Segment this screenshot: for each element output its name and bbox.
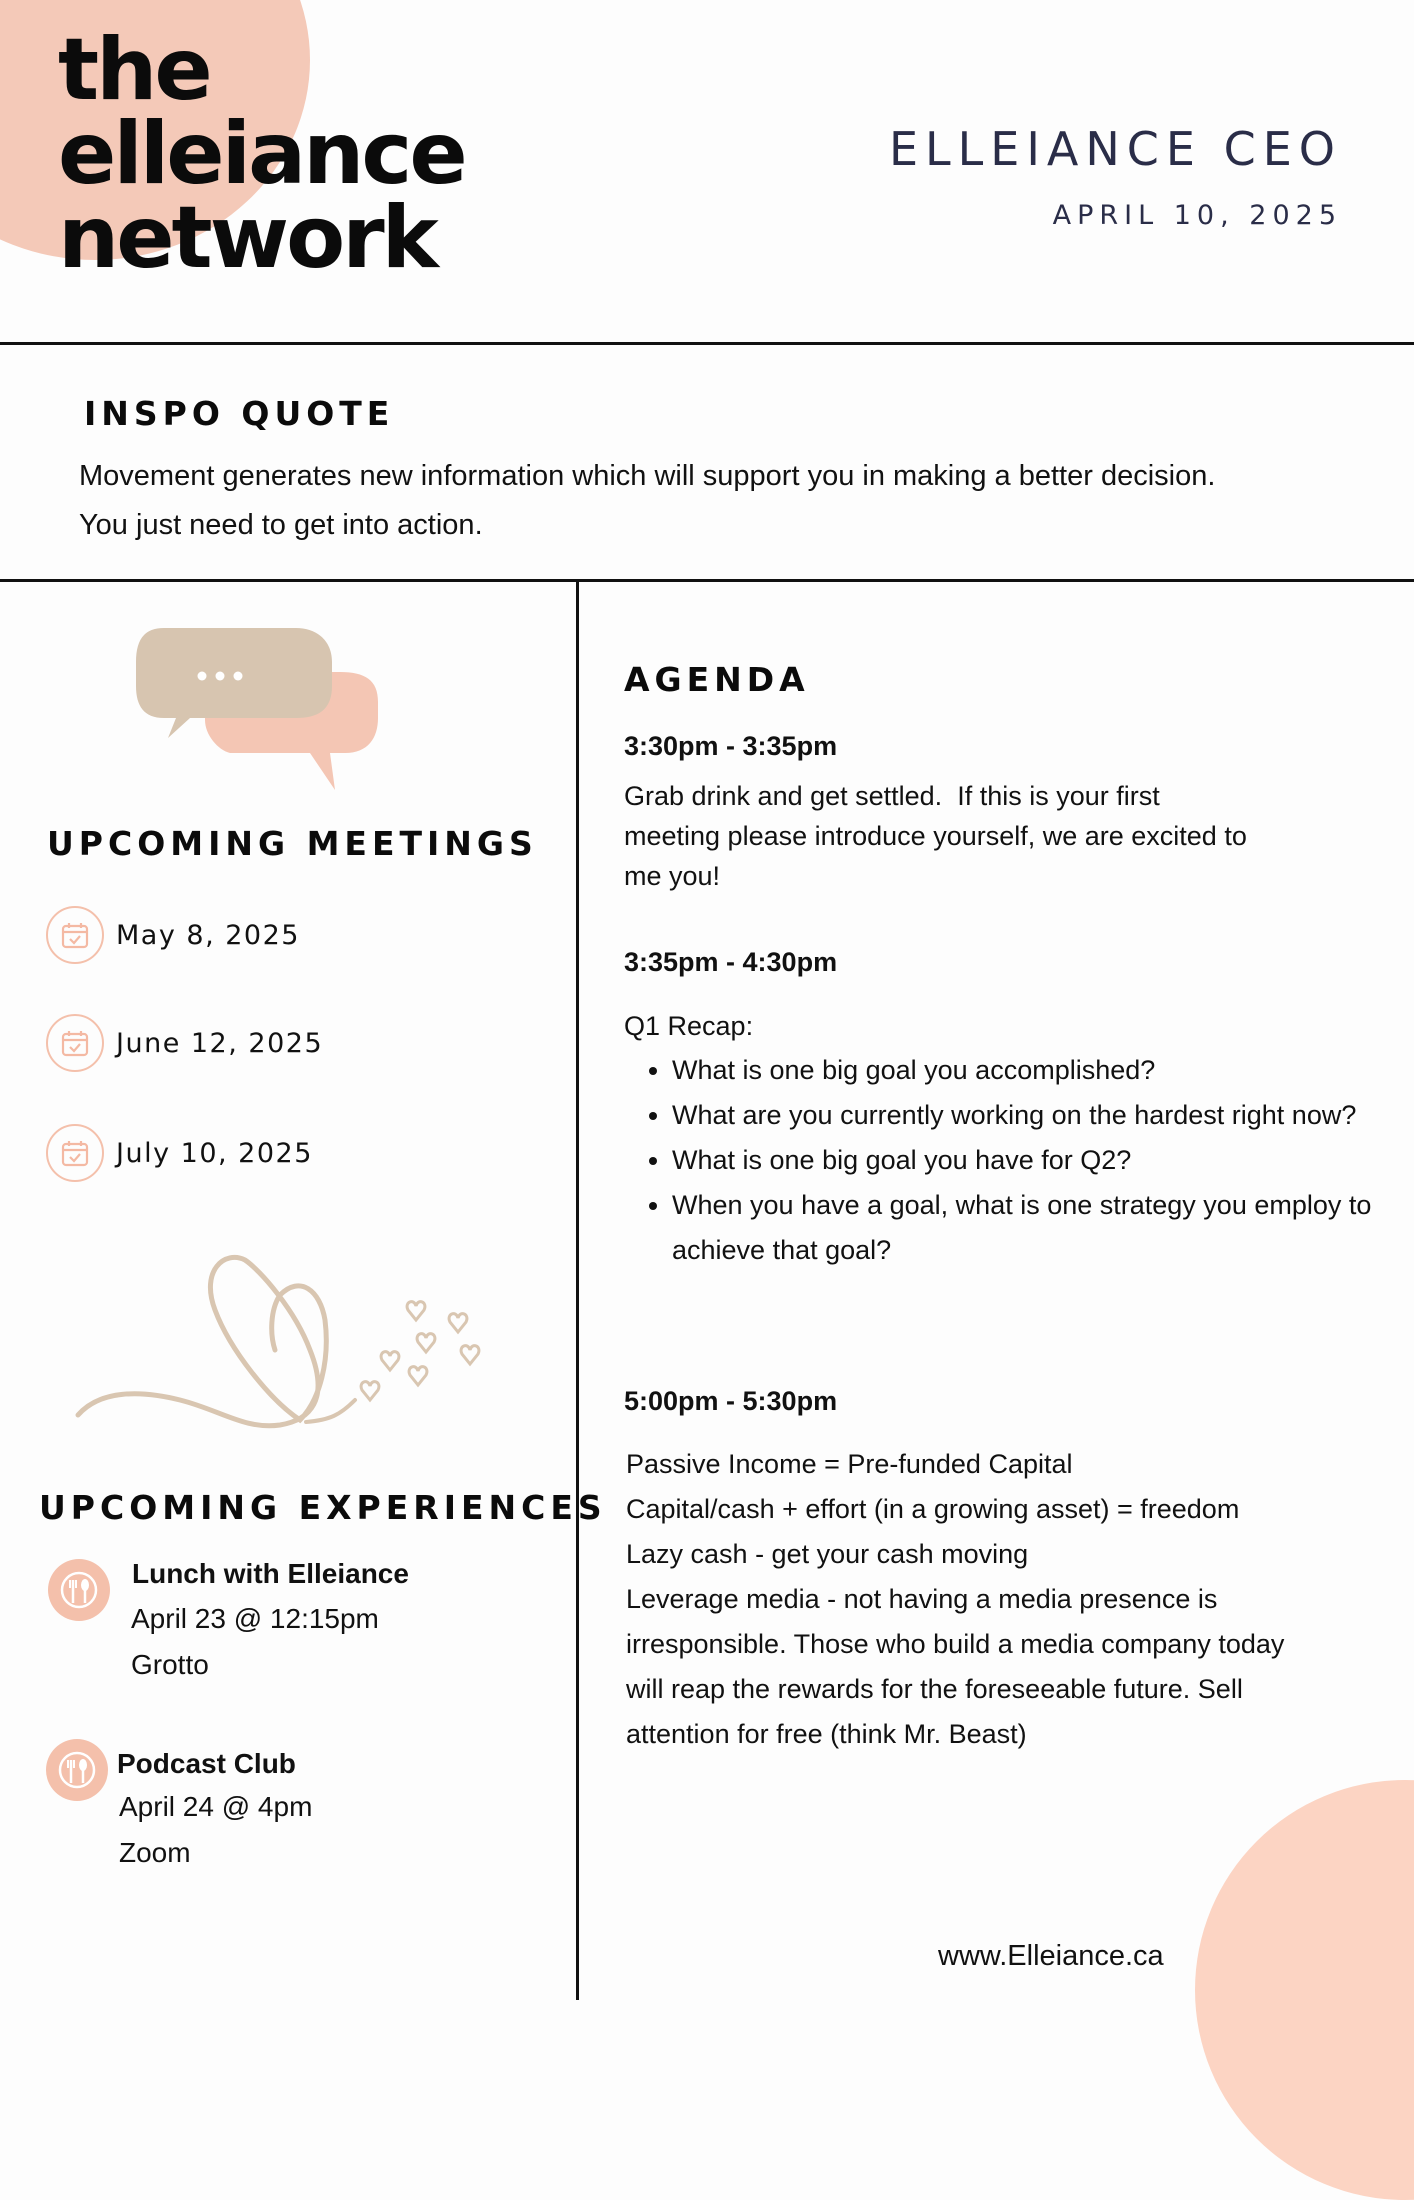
agenda-line: Leverage media - not having a media presence is xyxy=(626,1584,1218,1614)
header-title: ELLEIANCE CEO xyxy=(888,122,1342,176)
decorative-circle-bottom xyxy=(1195,1780,1414,2200)
agenda-line: me you! xyxy=(624,861,721,891)
meeting-date: June 12, 2025 xyxy=(116,1027,324,1059)
quote-text: Movement generates new information which will support you in making a better decision. You just need to get into action. xyxy=(79,460,1216,541)
agenda-line: attention for free (think Mr. Beast) xyxy=(626,1719,1027,1749)
meeting-item xyxy=(46,906,300,964)
experience-when: April 24 @ 4pm xyxy=(119,1791,313,1822)
meeting-date: May 8, 2025 xyxy=(116,919,300,951)
experience-title: Lunch with Elleiance xyxy=(132,1558,409,1589)
meeting-date: July 10, 2025 xyxy=(116,1137,313,1169)
brand-line-1: the xyxy=(58,20,210,120)
list-item: • What is one big goal you accomplished? xyxy=(672,1048,1392,1093)
agenda-bullet-list xyxy=(624,1048,1392,1273)
calendar-check-icon xyxy=(46,906,104,964)
brand-line-3: network xyxy=(58,188,436,288)
fork-spoon-icon xyxy=(48,1559,110,1621)
list-item: • What are you currently working on the hardest right now? xyxy=(672,1093,1392,1138)
experience-when: April 23 @ 12:15pm xyxy=(131,1603,379,1634)
heart-doodle-icon xyxy=(70,1250,490,1435)
experience-title: Podcast Club xyxy=(117,1748,296,1779)
divider-vertical xyxy=(576,580,579,2000)
meetings-heading: UPCOMING MEETINGS xyxy=(47,824,538,863)
calendar-check-icon xyxy=(46,1014,104,1072)
agenda-text xyxy=(624,776,1324,896)
agenda-line: meeting please introduce yourself, we are excited to xyxy=(624,821,1247,851)
divider-middle xyxy=(0,579,1414,582)
agenda-time: 5:00pm - 5:30pm xyxy=(624,1386,838,1416)
meeting-item xyxy=(46,1124,313,1182)
divider-top xyxy=(0,342,1414,345)
agenda-line: Capital/cash + effort (in a growing asset) = freedom xyxy=(626,1494,1240,1524)
agenda-time: 3:30pm - 3:35pm xyxy=(624,731,838,761)
agenda-line: irresponsible. Those who build a media company today xyxy=(626,1629,1285,1659)
list-item: • What is one big goal you have for Q2? xyxy=(672,1138,1392,1183)
meeting-item xyxy=(46,1014,323,1072)
agenda-text xyxy=(626,1442,1346,1757)
agenda-line: Lazy cash - get your cash moving xyxy=(626,1539,1029,1569)
agenda-heading: AGENDA xyxy=(624,660,810,699)
website-link[interactable]: www.Elleiance.ca xyxy=(938,1940,1164,1972)
agenda-time: 3:35pm - 4:30pm xyxy=(624,947,838,977)
agenda-line: will reap the rewards for the foreseeable future. Sell xyxy=(626,1674,1243,1704)
list-item: • When you have a goal, what is one strategy you employ to achieve that goal? xyxy=(672,1183,1392,1273)
experience-where: Zoom xyxy=(119,1837,191,1868)
header-date: APRIL 10, 2025 xyxy=(1052,200,1342,231)
quote-heading: INSPO QUOTE xyxy=(84,394,395,433)
brand-logo xyxy=(58,20,465,288)
calendar-check-icon xyxy=(46,1124,104,1182)
fork-spoon-icon xyxy=(46,1739,108,1801)
experiences-heading: UPCOMING EXPERIENCES xyxy=(39,1488,607,1527)
agenda-line: Passive Income = Pre-funded Capital xyxy=(626,1449,1073,1479)
agenda-line: Grab drink and get settled. If this is your first xyxy=(624,781,1160,811)
experience-where: Grotto xyxy=(131,1649,209,1680)
speech-bubbles-icon xyxy=(130,620,390,795)
brand-line-2: elleiance xyxy=(58,104,465,204)
agenda-intro: Q1 Recap: xyxy=(624,1011,754,1041)
